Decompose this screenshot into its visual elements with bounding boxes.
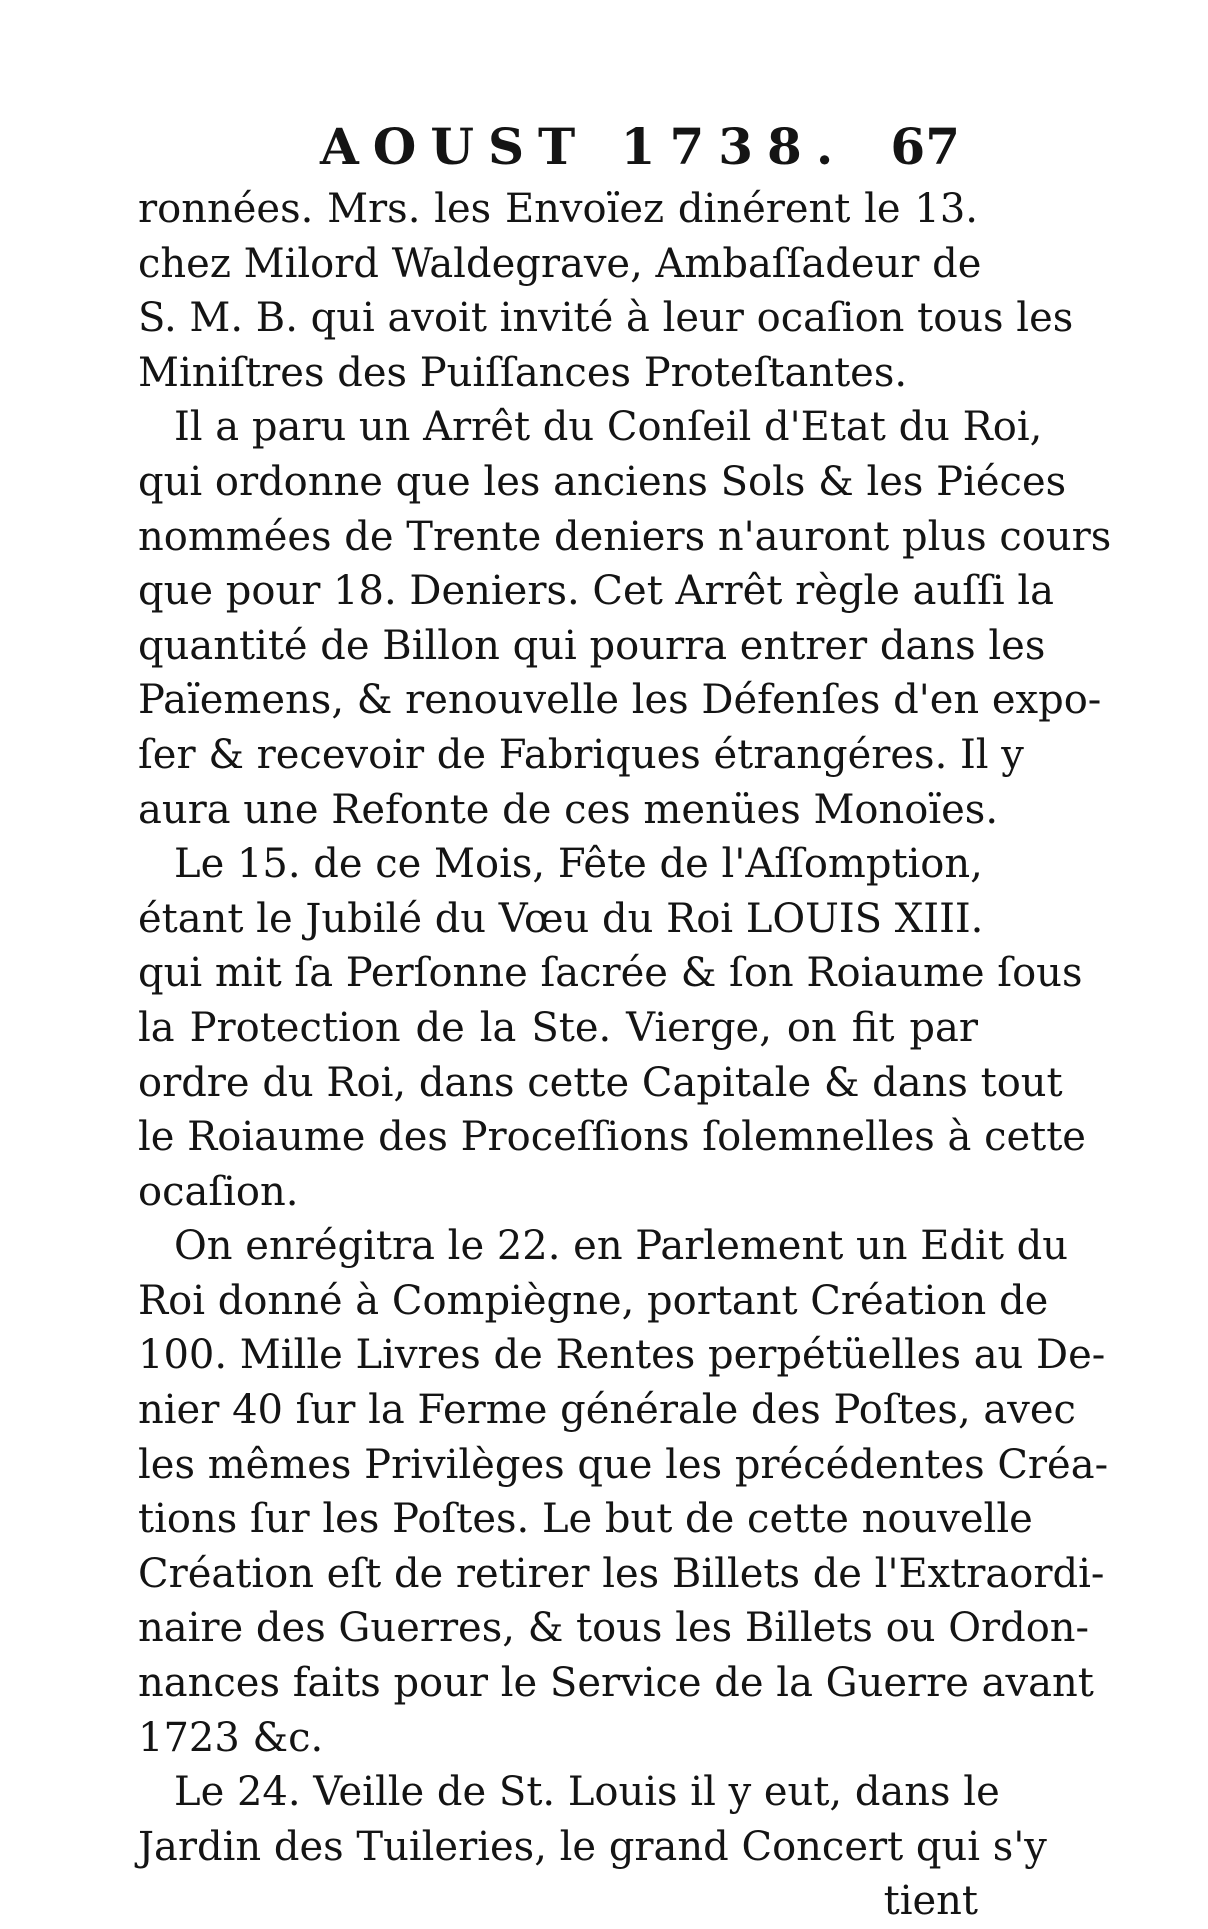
text-line: nommées de Trente deniers n'auront plus cours [138, 513, 1112, 560]
text-line: aura une Refonte de ces menües Monoïes. [138, 786, 999, 833]
text-line: Le 15. de ce Mois, Fête de l'Aſſomption, [174, 841, 983, 888]
text-line: Le 24. Veille de St. Louis il y eut, dans le [174, 1769, 1000, 1816]
text-line: quantité de Billon qui pourra entrer dans les [138, 622, 1046, 669]
text-line: étant le Jubilé du Vœu du Roi LOUIS XIII. [138, 895, 984, 942]
text-line: ocaſion. [138, 1168, 299, 1215]
text-line: Création eſt de retirer les Billets de l'Extraordi- [138, 1550, 1105, 1597]
page-number: 67 [890, 117, 960, 176]
text-line: Roi donné à Compiègne, portant Création de [138, 1277, 1049, 1324]
running-title: AOUST 1738. [320, 117, 848, 176]
text-line: que pour 18. Deniers. Cet Arrêt règle auſſi la [138, 568, 1055, 615]
text-line: la Protection de la Ste. Vierge, on fit par [138, 1004, 978, 1051]
text-line: les mêmes Privilèges que les précédentes Créa- [138, 1441, 1109, 1488]
text-line: nier 40 ſur la Ferme générale des Poſtes, avec [138, 1387, 1076, 1434]
text-line: tions ſur les Poſtes. Le but de cette nouvelle [138, 1496, 1033, 1543]
text-line: Il a paru un Arrêt du Conſeil d'Etat du Roi, [174, 404, 1043, 451]
text-line: Jardin des Tuileries, le grand Concert qui s'y [138, 1823, 1047, 1870]
text-line: nances faits pour le Service de la Guerre avant [138, 1660, 1094, 1707]
text-line: On enrégitra le 22. en Parlement un Edit du [174, 1223, 1069, 1270]
text-line: ordre du Roi, dans cette Capitale & dans tout [138, 1059, 1063, 1106]
text-line: naire des Guerres, & tous les Billets ou Ordon- [138, 1605, 1090, 1652]
text-line: 100. Mille Livres de Rentes perpétüelles au De- [138, 1332, 1106, 1379]
text-line: le Roiaume des Proceſſions ſolemnelles à cette [138, 1114, 1086, 1161]
text-line: qui ordonne que les anciens Sols & les Piéces [138, 458, 1067, 505]
text-line: chez Milord Waldegrave, Ambaſſadeur de [138, 240, 982, 287]
catchword: tient [883, 1878, 978, 1925]
text-line: S. M. B. qui avoit invité à leur ocaſion tous les [138, 295, 1074, 342]
text-line: ronnées. Mrs. les Envoïez dinérent le 13. [138, 186, 978, 232]
text-line: Païemens, & renouvelle les Défenſes d'en expo- [138, 677, 1102, 724]
text-line: Miniſtres des Puiſſances Proteſtantes. [138, 349, 908, 396]
text-line: 1723 &c. [138, 1714, 324, 1761]
running-head [300, 112, 960, 182]
text-line: ſer & recevoir de Fabriques étrangéres. Il y [138, 731, 1024, 778]
body-text [138, 182, 1112, 1929]
text-line: qui mit ſa Perſonne ſacrée & ſon Roiaume ſous [138, 950, 1083, 997]
